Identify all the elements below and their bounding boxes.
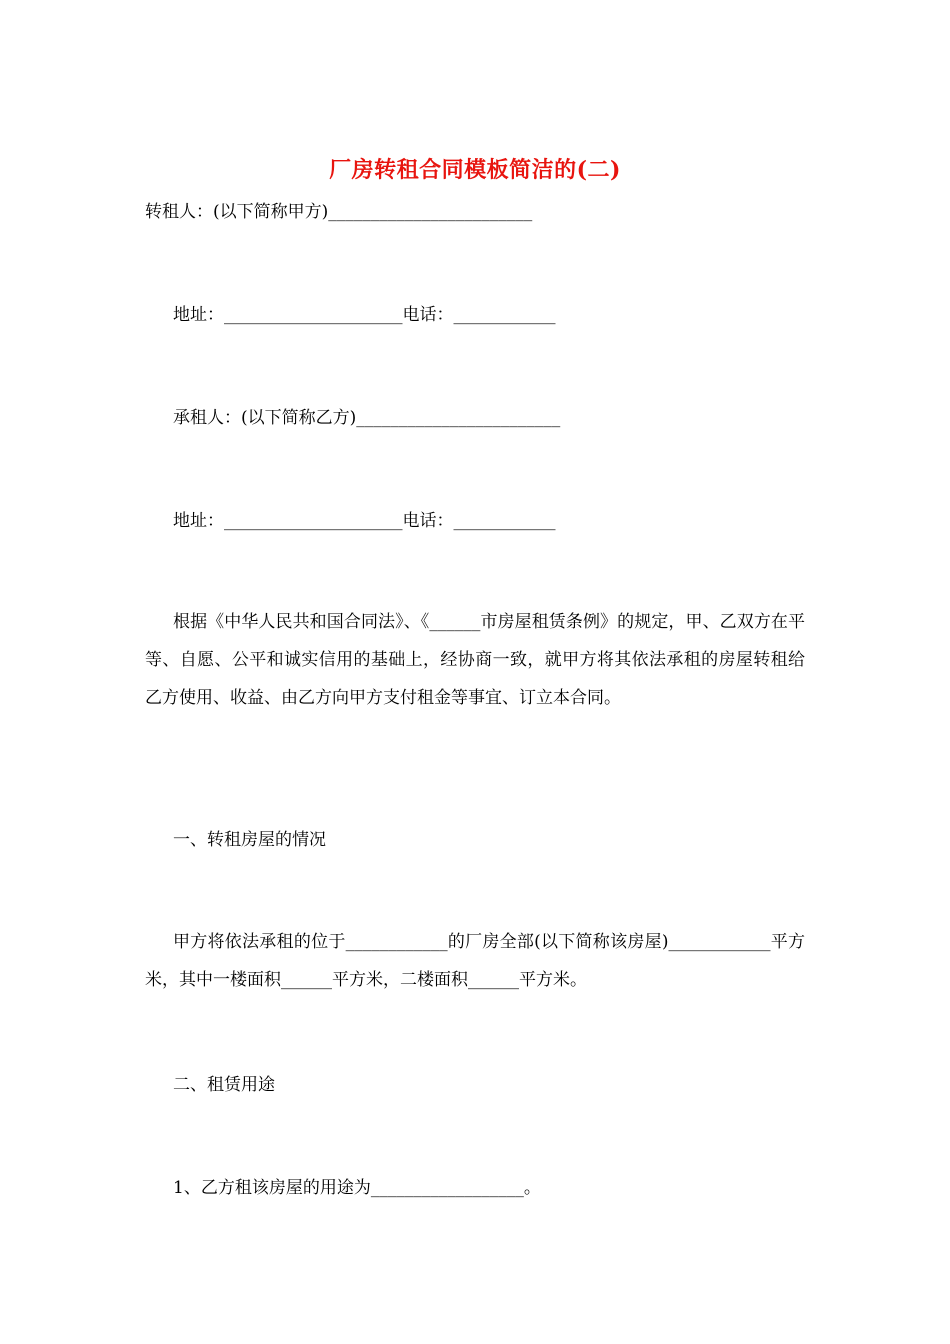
section-2-item-1: 1、乙方租该房屋的用途为__________________。 [173, 1178, 541, 1198]
section-2-heading: 二、租赁用途 [173, 1075, 275, 1095]
sublessor-line: 转租人：(以下简称甲方)________________________ [145, 202, 533, 222]
section-1-body: 甲方将依法承租的位于____________的厂房全部(以下简称该房屋)____________平方米，其中一楼面积______平方米，二楼面积______平方米。 [145, 932, 805, 990]
lessee-line: 承租人：(以下简称乙方)________________________ [173, 408, 561, 428]
sublessor-address-line: 地址：_____________________电话：____________ [173, 305, 556, 325]
lessee-address-line: 地址：_____________________电话：____________ [173, 511, 556, 531]
document-title: 厂房转租合同模板简洁的(二) [329, 157, 621, 183]
preamble-paragraph: 根据《中华人民共和国合同法》、《______市房屋租赁条例》的规定，甲、乙双方在平等、自愿、公平和诚实信用的基础上，经协商一致，就甲方将其依法承租的房屋转租给乙方使用、收益、由乙方向甲方支付租金等事宜、订立本合同。 [145, 612, 805, 708]
section-1-heading: 一、转租房屋的情况 [173, 830, 326, 850]
